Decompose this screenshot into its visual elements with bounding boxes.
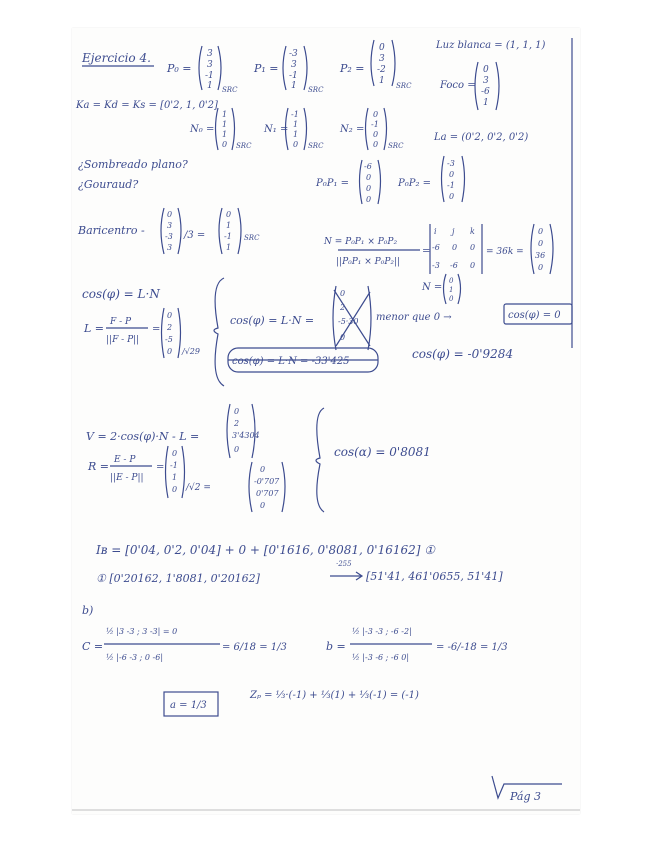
b-numerator: ½ |-3 -3 ; -6 -2| [352, 627, 412, 636]
a-result: a = 1/3 [170, 700, 207, 711]
p2-x: 0 [379, 43, 385, 53]
p0-x: 3 [207, 49, 213, 59]
bary-sum-x: 0 [167, 210, 173, 219]
l-x: 0 [167, 311, 173, 320]
l-symbol: L = [84, 322, 105, 335]
k-coefficients: Ka = Kd = Ks = [0'2, 1, 0'2] [76, 100, 218, 111]
r-symbol: R = [88, 460, 109, 473]
l-numerator: F - P [110, 317, 132, 327]
det-e: -6 [450, 261, 458, 270]
n1-z: 1 [293, 130, 299, 139]
n2-z: 0 [373, 130, 379, 139]
l-w: 0 [167, 347, 173, 356]
r-vector [166, 446, 185, 498]
l-denominator: ||F - P|| [106, 335, 140, 345]
p0p1-label: P₀P₁ = [316, 178, 350, 189]
n1-vector [286, 108, 307, 150]
l-z: -5 [165, 335, 173, 344]
p0p1-vector [360, 160, 381, 204]
p0p1-y: 0 [366, 173, 372, 182]
p0p2-label: P₀P₂ = [398, 178, 432, 189]
n-y: 1 [449, 286, 454, 294]
foco-w: 1 [483, 98, 489, 108]
intensity-b: Iʙ = [0'04, 0'2, 0'04] + 0 + [0'1616, 0'8081, 0'16162] ① [96, 543, 436, 557]
barycenter-div: /3 = [184, 230, 206, 241]
struck-vector [333, 286, 371, 350]
cos-brace [214, 278, 224, 386]
bary-y: 1 [226, 221, 232, 230]
r-divisor: /√2 = [186, 483, 211, 493]
strike-y: 2 [340, 303, 346, 312]
nres-w: 0 [538, 263, 544, 272]
b-result: = -6/-18 = 1/3 [436, 642, 508, 653]
nres-z: 36 [535, 251, 546, 260]
rn-z: 0'707 [256, 489, 279, 498]
ambient-light: La = (0'2, 0'2, 0'2) [434, 132, 529, 143]
p2-y: 3 [379, 54, 385, 64]
p0p2-x: -3 [447, 159, 455, 168]
c-denominator: ½ |-6 -3 ; 0 -6| [106, 653, 164, 662]
cos-zero-text: cos(φ) = 0 [508, 310, 561, 321]
p1-x: -3 [289, 49, 298, 59]
r-denominator: ||E - P|| [110, 473, 144, 483]
p1-src: SRC [308, 86, 324, 94]
l-vector [162, 308, 181, 358]
p1-y: 3 [291, 60, 297, 70]
r-equals: = [156, 462, 165, 473]
det-k: k [470, 227, 475, 236]
p2-label: P₂ = [340, 62, 365, 75]
p0p2-z: -1 [447, 181, 455, 190]
p1-label: P₁ = [254, 62, 279, 75]
det-a: -6 [432, 243, 440, 252]
r-w: 0 [172, 485, 178, 494]
r-y: -1 [170, 461, 178, 470]
nres-x: 0 [538, 227, 544, 236]
arrow-label: ·255 [336, 560, 352, 568]
n1-x: -1 [291, 110, 299, 119]
p0-label: P₀ = [167, 62, 192, 75]
c-result: = 6/18 = 1/3 [222, 642, 287, 653]
scanned-page [72, 28, 580, 814]
strike-z: -5·30 [338, 317, 359, 326]
barycenter-result-vector [219, 208, 241, 254]
det-f: 0 [470, 261, 476, 270]
v-z: 3'4304 [232, 431, 260, 440]
bary-w: 1 [226, 243, 232, 252]
p1-vector [283, 46, 307, 91]
n1-label: N₁ = [264, 124, 289, 135]
v-vector [227, 404, 260, 458]
b-denominator: ½ |-3 -6 ; -6 0| [352, 653, 410, 662]
foco-y: 3 [483, 76, 489, 86]
zp-formula: Zₚ = ⅓·(-1) + ⅓(1) + ⅓(-1) = (-1) [250, 690, 419, 701]
v-w: 0 [234, 445, 240, 454]
n-z: 0 [449, 295, 454, 303]
reflect-brace [316, 408, 324, 512]
p1-w: 1 [291, 81, 297, 91]
p0p1-w: 0 [366, 195, 372, 204]
rn-y: -0'707 [254, 477, 280, 486]
cos-result: cos(φ) = -0'9284 [412, 347, 514, 361]
foco-label: Foco = [440, 80, 476, 91]
gouraud-question: ¿Gouraud? [78, 178, 139, 191]
cross-product-result: = 36k = [486, 247, 524, 257]
p1-z: -1 [289, 71, 298, 81]
p0-vector [199, 46, 221, 91]
n2-x: 0 [373, 110, 379, 119]
v-x: 0 [234, 407, 240, 416]
foco-z: -6 [481, 87, 490, 97]
r-normalized-vector [249, 462, 285, 512]
c-label: C = [82, 640, 104, 653]
barycenter-src: SRC [244, 234, 260, 242]
barycenter-sum-vector [161, 208, 181, 254]
white-light: Luz blanca = (1, 1, 1) [436, 40, 546, 51]
strike-w: 0 [340, 333, 346, 342]
n0-src: SRC [236, 142, 252, 150]
b-label: b = [326, 640, 346, 653]
bary-sum-w: 3 [167, 243, 173, 252]
p0-w: 1 [207, 81, 213, 91]
n0-vector [216, 108, 235, 150]
n2-label: N₂ = [340, 124, 365, 135]
less-than-zero-note: menor que 0 → [376, 312, 452, 323]
n0-y: 1 [222, 120, 228, 129]
bary-sum-z: -3 [165, 232, 173, 241]
det-d: -3 [432, 261, 440, 270]
normal-formula-top: N = P₀P₁ × P₀P₂ [324, 237, 398, 247]
l-equals: = [152, 324, 161, 335]
reflection-formula: V = 2·cos(φ)·N - L = [86, 430, 200, 443]
det-i: i [434, 227, 437, 236]
det-b: 0 [452, 243, 458, 252]
normal-vector [444, 274, 461, 304]
handwritten-notes [72, 28, 580, 814]
bary-sum-y: 3 [167, 221, 173, 230]
p2-src: SRC [396, 82, 412, 90]
p0-src: SRC [222, 86, 238, 94]
n1-y: 1 [293, 120, 299, 129]
cos-alpha: cos(α) = 0'8081 [334, 445, 431, 459]
cos-calc: cos(φ) = L·N = [230, 314, 315, 327]
bary-x: 0 [226, 210, 232, 219]
det-c: 0 [470, 243, 476, 252]
cos-crossed-text: cos(φ) = L·N = -33'425 [232, 356, 350, 367]
normal-label: N = [422, 282, 443, 293]
page-number: Pág 3 [510, 790, 542, 803]
p0-y: 3 [207, 60, 213, 70]
arrow-icon [330, 572, 362, 580]
p2-w: 1 [379, 76, 385, 86]
n-x: 0 [449, 277, 454, 285]
n2-src: SRC [388, 142, 404, 150]
cos-definition: cos(φ) = L·N [82, 287, 160, 301]
rgb-result: [51'41, 461'0655, 51'41] [366, 570, 503, 583]
p0p1-x: -6 [364, 162, 372, 171]
normal-unnormalized-vector [531, 224, 553, 274]
n2-vector [366, 108, 387, 150]
barycenter-label: Baricentro - [78, 224, 145, 237]
det-equals: = [422, 246, 431, 257]
normal-formula-bottom: ||P₀P₁ × P₀P₂|| [336, 257, 401, 267]
foco-x: 0 [483, 65, 489, 75]
det-j: j [452, 227, 455, 236]
n0-label: N₀ = [190, 124, 215, 135]
r-numerator: E - P [114, 455, 136, 465]
p0p2-vector [442, 156, 465, 202]
p2-z: -2 [377, 65, 386, 75]
c-numerator: ½ |3 -3 ; 3 -3| = 0 [106, 627, 178, 636]
n1-src: SRC [308, 142, 324, 150]
exercise-title: Ejercicio 4. [82, 51, 151, 65]
n0-x: 1 [222, 110, 228, 119]
r-z: 1 [172, 473, 178, 482]
flat-shading-question: ¿Sombreado plano? [78, 158, 188, 171]
p0-z: -1 [205, 71, 214, 81]
p0p2-w: 0 [449, 192, 455, 201]
v-y: 2 [234, 419, 240, 428]
l-y: 2 [167, 323, 173, 332]
p0p1-z: 0 [366, 184, 372, 193]
part-b-label: b) [82, 604, 94, 617]
rn-x: 0 [260, 465, 266, 474]
p0p2-y: 0 [449, 170, 455, 179]
n2-w: 0 [373, 140, 379, 149]
n0-z: 1 [222, 130, 228, 139]
strike-x: 0 [340, 289, 346, 298]
n0-w: 0 [222, 140, 228, 149]
nres-y: 0 [538, 239, 544, 248]
cross-product-determinant [430, 224, 482, 274]
intensity-sum: ① [0'20162, 1'8081, 0'20162] [96, 572, 260, 585]
r-x: 0 [172, 449, 178, 458]
foco-vector [475, 62, 499, 110]
n2-y: -1 [371, 120, 379, 129]
p2-vector [371, 40, 395, 86]
n1-w: 0 [293, 140, 299, 149]
bary-z: -1 [224, 232, 232, 241]
l-divisor: /√29 [182, 347, 200, 356]
rn-w: 0 [260, 501, 266, 510]
